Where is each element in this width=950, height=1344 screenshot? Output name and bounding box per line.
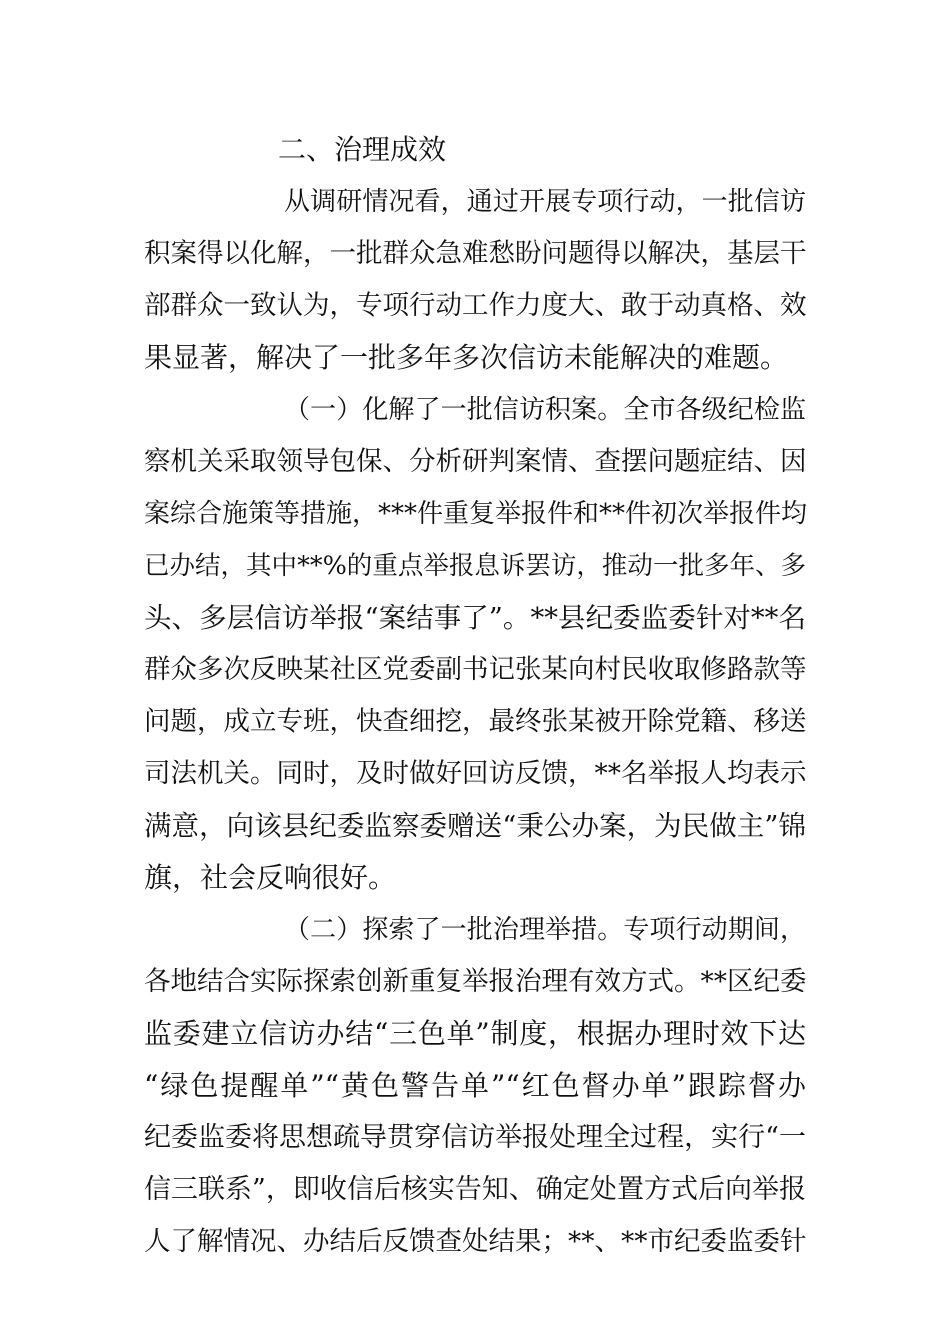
paragraph-line: 从调研情况看，通过开展专项行动，一批信访 [284, 187, 806, 217]
paragraph-line: 察机关采取领导包保、分析研判案情、查摆问题症结、因 [144, 446, 807, 477]
paragraph-line: 满意，向该县纪委监察委赠送“秉公办案，为民做主”锦 [144, 810, 806, 842]
paragraph-line: 旗，社会反响很好。 [144, 861, 397, 894]
paragraph-line: 人了解情况、办结后反馈查处结果；**、**市纪委监委针 [144, 1226, 807, 1257]
paragraph-line: 问题，成立专班，快查细挖，最终张某被开除党籍、移送 [144, 706, 807, 737]
paragraph-line: 司法机关。同时，及时做好回访反馈，**名举报人均表示 [144, 758, 807, 789]
paragraph-line: 各地结合实际探索创新重复举报治理有效方式。**区纪委 [144, 966, 807, 997]
paragraph-line: 头、多层信访举报“案结事了”。**县纪委监委针对**名 [144, 602, 806, 634]
section-heading: 二、治理成效 [278, 133, 447, 166]
paragraph-line: 已办结，其中**%的重点举报息诉罢访，推动一批多年、多 [144, 551, 806, 581]
paragraph-line: 部群众一致认为，专项行动工作力度大、敢于动真格、效 [144, 290, 807, 321]
paragraph-line: 积案得以化解，一批群众急难愁盼问题得以解决，基层干 [144, 238, 807, 269]
paragraph-line: 群众多次反映某社区党委副书记张某向村民收取修路款等 [144, 654, 807, 685]
paragraph-line: “绿色提醒单”“黄色警告单”“红色督办单”跟踪督办 [144, 1069, 806, 1102]
paragraph-line: 案综合施策等措施，***件重复举报件和**件初次举报件均 [144, 499, 808, 529]
paragraph-line: （一）化解了一批信访积案。全市各级纪检监 [284, 395, 806, 425]
paragraph-line: 信三联系”，即收信后核实告知、确定处置方式后向举报 [144, 1174, 806, 1205]
paragraph-line: （二）探索了一批治理举措。专项行动期间， [284, 915, 806, 945]
paragraph-line: 果显著，解决了一批多年多次信访未能解决的难题。 [144, 341, 789, 374]
paragraph-line: 纪委监委将思想疏导贯穿信访举报处理全过程，实行“一 [144, 1122, 806, 1153]
paragraph-line: 监委建立信访办结“三色单”制度，根据办理时效下达 [144, 1017, 806, 1050]
